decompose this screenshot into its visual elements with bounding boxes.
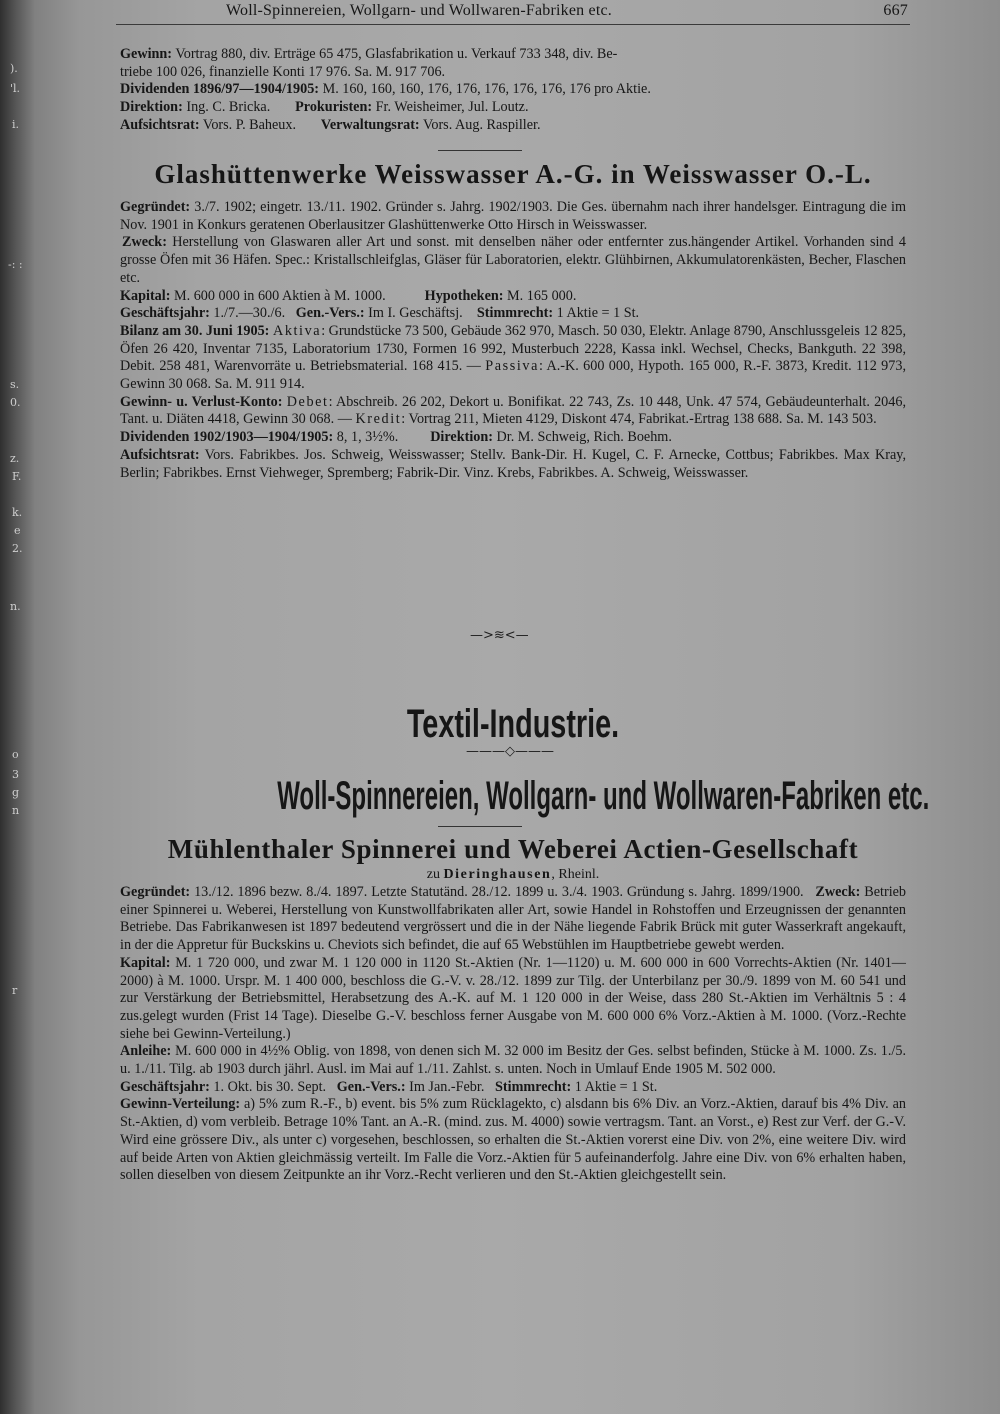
text: Dr. M. Schweig, Rich. Boehm. — [492, 429, 672, 446]
text: M. 160, 160, 160, 176, 176, 176, 176, 176, 176 pro Aktie. — [319, 81, 651, 98]
muehlenthaler-anleihe — [120, 1043, 906, 1078]
gutter-mark: 0. — [10, 396, 21, 409]
gutter-mark: 3 — [12, 768, 19, 781]
gutter-mark: o — [12, 748, 19, 761]
gutter-mark: ). — [10, 62, 18, 75]
muehlenthaler-location — [120, 866, 906, 884]
debet-label: Debet — [286, 393, 329, 410]
label: Verwaltungsrat: — [320, 116, 420, 133]
text: Vortrag 880, div. Erträge 65 475, Glasfabrikation u. Verkauf 733 348, div. Be- — [172, 46, 618, 62]
glashuetten-dividenden — [120, 429, 906, 447]
muehlenthaler-gegruendet — [120, 884, 906, 955]
entry-separator — [438, 150, 522, 151]
label: Kapital: — [120, 954, 171, 971]
glashuetten-aufsichtsrat — [120, 447, 906, 482]
prev-direktion — [120, 99, 906, 117]
prev-dividenden — [120, 81, 906, 99]
gutter-mark: k. — [12, 506, 23, 519]
label: Gen.-Vers.: — [295, 305, 365, 322]
text: Im Jan.-Febr. — [405, 1078, 485, 1095]
location-prefix: zu — [426, 867, 444, 882]
label: Zweck: — [815, 884, 861, 900]
gutter-mark: g — [12, 786, 20, 799]
gutter-mark: F. — [12, 470, 22, 483]
label: Dividenden 1902/1903—1904/1905: — [120, 429, 334, 446]
label: Gegründet: — [120, 199, 191, 215]
gutter-mark: i. — [12, 118, 20, 131]
label: Hypotheken: — [424, 287, 504, 304]
entry-separator — [438, 826, 522, 827]
glashuetten-block — [120, 199, 906, 482]
gutter-mark: 'l. — [10, 82, 21, 95]
text: Vors. Aug. Raspiller. — [419, 116, 541, 133]
glashuetten-guv — [120, 394, 906, 429]
text: Vors. P. Baheux. — [199, 116, 297, 133]
muehlenthaler-kapital — [120, 955, 906, 1044]
text: Herstellung von Glaswaren aller Art und sonst. mit denselben näher oder entfernter zus.hängender Artikel. Vorhanden sind 4 grosse Öfen mit 36 Häfen. Spec.: Kristallschleifglas, Gläser für Laboratorien, elektr. Glühbirnen, Akkumulatorenkästen, Becher, Flaschen etc. — [120, 234, 906, 286]
gutter-mark: 2. — [12, 542, 23, 555]
text: 1 Aktie = 1 St. — [571, 1078, 658, 1095]
text: Ing. C. Bricka. — [182, 99, 271, 116]
text: M. 165 000. — [503, 287, 577, 304]
glashuetten-bilanz — [120, 323, 906, 394]
text: 1 Aktie = 1 St. — [553, 305, 640, 322]
label: Geschäftsjahr: — [120, 1078, 210, 1095]
muehlenthaler-gewinnverteilung — [120, 1096, 906, 1185]
gutter-mark: n — [12, 804, 20, 817]
label: Gewinn: — [120, 46, 173, 62]
text: M. 600 000 in 4½% Oblig. von 1898, von denen sich M. 32 000 im Besitz der Ges. selbst befinden, Stücke à M. 1000. Zs. 1./5. u. 1./11. Tilg. ab 1903 durch jährl. Ausl. im Mai auf 1./11. Zahlst. s. unten. Noch in Umlauf Ende 1905 M. 502 000. — [120, 1043, 906, 1078]
text: : Abschreib. 26 202, Dekort u. Bonifikat. 22 743, Zs. 10 448, Unk. 47 574, Gebäudeunterhalt. 2046, Tant. u. Diäten 4418, Gewinn 30 068. — — [120, 393, 907, 428]
gutter-mark: r — [12, 984, 18, 997]
ornament-divider: —>≋<— — [470, 628, 529, 643]
label: Anleihe: — [120, 1043, 172, 1060]
text: 1./7.—30./6. — [209, 305, 286, 322]
text: : Grundstücke 73 500, Gebäude 362 970, Masch. 50 030, Elektr. Anlage 8790, Anschlussgeleis 12 825, Öfen 26 420, Inventar 7135, Laboratorium 1730, Formen 16 992, Musterbuch 2228, Kassa inkl. Wechsel, Checks, Bankguth. 22 398, Debit. 258 481, Warenvorräte u. Betriebsmaterial. 168 415. — — [120, 322, 907, 375]
location-suffix: , Rheinl. — [551, 867, 600, 882]
label: Stimmrecht: — [476, 305, 554, 322]
muehlenthaler-block — [120, 884, 906, 1185]
glashuetten-gegruendet — [120, 199, 906, 234]
prev-gewinn-cont: triebe 100 026, finanzielle Konti 17 976. Sa. M. 917 706. — [120, 63, 446, 80]
text: 3./7. 1902; eingetr. 13./11. 1902. Gründer s. Jahrg. 1902/1903. Die Ges. übernahm nach ihrer handelsger. Eintragung die im Nov. 1901 in Konkurs geratenen Oberlausitzer Glashüttenwerke Otto Hirsch in Weisswasser. — [120, 199, 906, 233]
text: Betrieb einer Spinnerei u. Weberei, Herstellung von Kunstwollfabrikaten aller Art, sowie Handel in Rohstoffen und Erzeugnissen der genannten Betriebe. Das Fabrikanwesen ist 1897 bedeutend vergrössert und die in der Nähe liegende Fabrik Brück mit guter Wasserkraft angekauft, in der die Appretur für Buckskins u. Cheviots sich befindet, die auf 65 Webstühlen im Hauptbetriebe gewebt werden. — [120, 884, 907, 954]
label: Prokuristen: — [295, 99, 373, 116]
prev-gewinn — [120, 46, 906, 64]
label: Gewinn- u. Verlust-Konto: — [120, 393, 283, 410]
section-ornament: ———◇——— — [466, 744, 554, 759]
label: Dividenden 1896/97—1904/1905: — [120, 81, 320, 98]
text: M. 600 000 in 600 Aktien à M. 1000. — [170, 287, 386, 304]
glashuetten-kapital — [120, 288, 906, 306]
label: Zweck: — [122, 234, 167, 251]
label: Gen.-Vers.: — [336, 1078, 406, 1095]
gutter-mark: -: : — [8, 258, 23, 271]
label: Stimmrecht: — [495, 1078, 572, 1095]
subsection-title: Woll-Spinnereien, Wollgarn- und Wollwaren-Fabriken etc. — [277, 774, 930, 818]
label: Geschäftsjahr: — [120, 305, 210, 322]
running-head-title: Woll-Spinnereien, Wollgarn- und Wollwaren-Fabriken etc. — [226, 2, 612, 19]
label: Direktion: — [430, 429, 493, 446]
kredit-label: Kredit — [355, 411, 402, 428]
gutter-mark: n. — [10, 600, 21, 613]
text: M. 1 720 000, und zwar M. 1 120 000 in 1120 St.-Aktien (Nr. 1—1120) u. M. 600 000 in 600 Vorrechts-Aktien (Nr. 1401—2000) à M. 1000. Urspr. M. 1 400 000, beschloss die G.-V. v. 28./12. 1899 zur Tilg. der Unterbilanz per 30./9. 1899 von M. 60 541 und zur Verstärkung der Betriebsmittel, Herabsetzung des A.-K. auf M. 1 120 000 in der Weise, dass 280 St.-Aktien im Verhältnis 5 : 4 zus.gelegt wurden (Frist 14 Tage). Dieselbe G.-V. beschloss ferner Ausgabe von M. 600 000 6% Vorz.-Aktien à M. 1000. (Vorz.-Rechte siehe bei Gewinn-Verteilung.) — [120, 954, 906, 1042]
text: : Vortrag 211, Mieten 4129, Diskont 474, Fabrikat.-Ertrag 138 688. Sa. M. 143 503. — [401, 411, 877, 428]
label: Aufsichtsrat: — [120, 116, 200, 133]
prev-entry-block — [120, 46, 906, 135]
text: Vors. Fabrikbes. Jos. Schweig, Weisswasser; Stellv. Bank-Dir. H. Kugel, C. F. Arnecke, Cottbus; Fabrikbes. Max Kray, Berlin; Fabrikbes. Ernst Viehweger, Spremberg; Fabrik-Dir. Vinz. Krebs, Fabrikbes. A. Schweig, Weisswasser. — [120, 446, 906, 481]
header-rule — [116, 24, 910, 25]
muehlenthaler-geschaeftsjahr — [120, 1079, 906, 1097]
aktiva-label: Aktiva — [272, 322, 322, 339]
text: 1. Okt. bis 30. Sept. — [209, 1078, 327, 1095]
label: Gewinn-Verteilung: — [120, 1096, 241, 1113]
glashuetten-title: Glashüttenwerke Weisswasser A.-G. in Weisswasser O.-L. — [154, 159, 872, 189]
label: Direktion: — [120, 99, 183, 116]
label: Kapital: — [120, 287, 171, 304]
section-title: Textil-Industrie. — [406, 702, 620, 746]
text: 13./12. 1896 bezw. 8./4. 1897. Letzte Statutänd. 28./12. 1899 u. 3./4. 1903. Gründung s. Jahrg. 1899/1900. — [190, 884, 804, 900]
gutter-mark: s. — [10, 378, 20, 391]
page-number: 667 — [883, 2, 908, 19]
text: a) 5% zum R.-F., b) event. bis 5% zum Rücklagekto, c) alsdann bis 6% Div. an Vorz.-Aktien, darauf bis 4% Div. an St.-Aktien, d) vom verbleib. Betrage 10% Tant. an A.-R. (mind. zus. M. 4000) sowie vertragsm. Tant. an Vorst., e) Rest zur Verf. der G.-V. Wird eine grössere Div., als unter c) vorgesehen, beschlossen, so erhalten die St.-Aktien vorerst eine Div. von 2%, eine weitere Div. wird auf beide Arten von Aktien gleichmässig verteilt. Im Falle die Vorz.-Aktien für 5 aufeinanderfolg. Jahre eine Div. von 6% erhalten haben, sollen dieselben von diesem Zeitpunkte an ihr Vorz.-Recht verlieren und den St.-Aktien gleichgestellt sein. — [120, 1096, 906, 1184]
text: : A.-K. 600 000, Hypoth. 165 000, R.-F. 3873, Kredit. 112 973, Gewinn 30 068. Sa. M. 911 914. — [120, 358, 906, 393]
passiva-label: Passiva — [485, 358, 539, 375]
text: Im I. Geschäftsj. — [364, 305, 463, 322]
muehlenthaler-title: Mühlenthaler Spinnerei und Weberei Actien-Gesellschaft — [167, 834, 859, 864]
glashuetten-geschaeftsjahr — [120, 305, 906, 323]
location-city: Dieringhausen — [443, 867, 552, 882]
label: Aufsichtsrat: — [120, 446, 200, 463]
left-page-gutter — [0, 0, 34, 1414]
text: Fr. Weisheimer, Jul. Loutz. — [372, 99, 529, 116]
text: 8, 1, 3½%. — [333, 429, 399, 446]
label: Bilanz am 30. Juni 1905: — [120, 322, 270, 339]
gutter-mark: e — [14, 524, 21, 537]
gutter-mark: z. — [10, 452, 20, 465]
prev-aufsichtsrat — [120, 117, 906, 135]
label: Gegründet: — [120, 884, 191, 900]
glashuetten-zweck — [120, 234, 906, 287]
